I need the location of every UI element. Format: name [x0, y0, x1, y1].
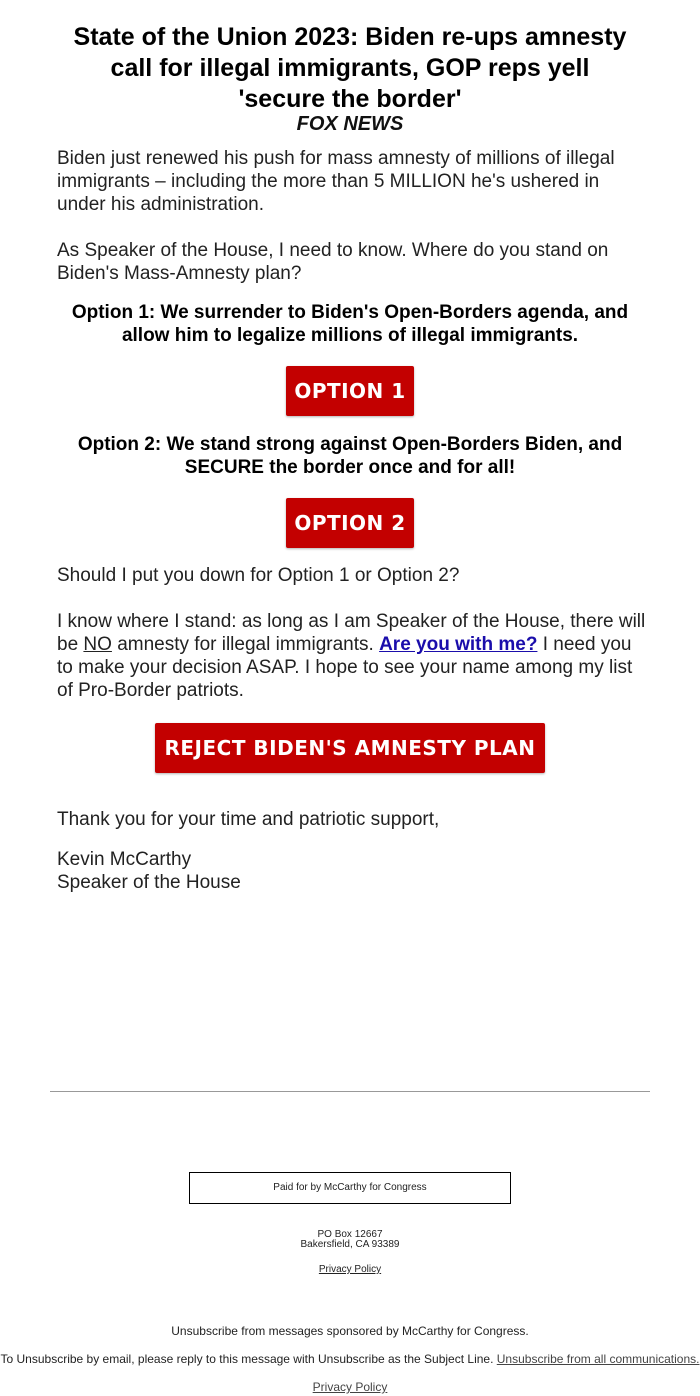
stance-text-b: amnesty for illegal immigrants. — [111, 634, 380, 655]
question-paragraph: As Speaker of the House, I need to know. Where do you stand on Biden's Mass-Amnesty plan? — [57, 240, 609, 284]
headline-line-3: 'secure the border' — [238, 85, 462, 113]
are-you-with-me-link[interactable]: Are you with me? — [379, 634, 538, 655]
footer-divider — [50, 1091, 650, 1092]
unsubscribe-email-text: To Unsubscribe by email, please reply to this message with Unsubscribe as the Subject Line. — [0, 1352, 497, 1366]
choice-question: Should I put you down for Option 1 or Option 2? — [57, 565, 460, 586]
stance-paragraph — [57, 610, 647, 702]
option-2-button[interactable]: OPTION 2 — [286, 498, 414, 548]
signature-name: Kevin McCarthy — [57, 849, 192, 870]
intro-paragraph: Biden just renewed his push for mass amnesty of millions of illegal immigrants – including the more than 5 MILLION he's ushered in under his administration. — [57, 148, 615, 215]
unsubscribe-all-link[interactable]: Unsubscribe from all communications. — [496, 1352, 700, 1366]
option-1-button[interactable]: OPTION 1 — [286, 366, 414, 416]
headline[interactable] — [40, 22, 660, 115]
unsubscribe-notice: Unsubscribe from messages sponsored by McCarthy for Congress. — [171, 1324, 529, 1338]
email-body — [0, 22, 700, 894]
signature-title: Speaker of the House — [57, 872, 241, 893]
address-line-2: Bakersfield, CA 93389 — [300, 1239, 400, 1250]
headline-line-1: State of the Union 2023: Biden re-ups amnesty — [73, 23, 627, 51]
headline-line-2: call for illegal immigrants, GOP reps yell — [110, 54, 590, 82]
unsubscribe-instructions — [0, 1352, 700, 1366]
news-source: FOX NEWS — [296, 113, 404, 135]
option-2-text: Option 2: We stand strong against Open-Borders Biden, and SECURE the border once and for all! — [77, 434, 623, 478]
stance-text-c: I need you to make your decision ASAP. I hope to see your name among my list of Pro-Border patriots. — [57, 634, 633, 701]
privacy-policy-link-1[interactable]: Privacy Policy — [318, 1264, 382, 1275]
privacy-policy-link-1-wrap — [0, 1264, 700, 1275]
reject-amnesty-button[interactable]: REJECT BIDEN'S AMNESTY PLAN — [155, 723, 545, 773]
stance-text-a: I know where I stand: as long as I am Speaker of the House, there will be — [57, 611, 646, 655]
privacy-policy-link-2[interactable]: Privacy Policy — [312, 1380, 388, 1394]
paid-for-box: Paid for by McCarthy for Congress — [189, 1172, 511, 1204]
option-1-text: Option 1: We surrender to Biden's Open-Borders agenda, and allow him to legalize millions of illegal immigrants. — [71, 302, 629, 346]
privacy-policy-link-2-wrap — [0, 1380, 700, 1394]
address-line-1: PO Box 12667 — [317, 1229, 383, 1240]
no-emphasis: NO — [83, 634, 112, 655]
thanks-line: Thank you for your time and patriotic support, — [57, 809, 440, 830]
signature — [57, 848, 647, 894]
